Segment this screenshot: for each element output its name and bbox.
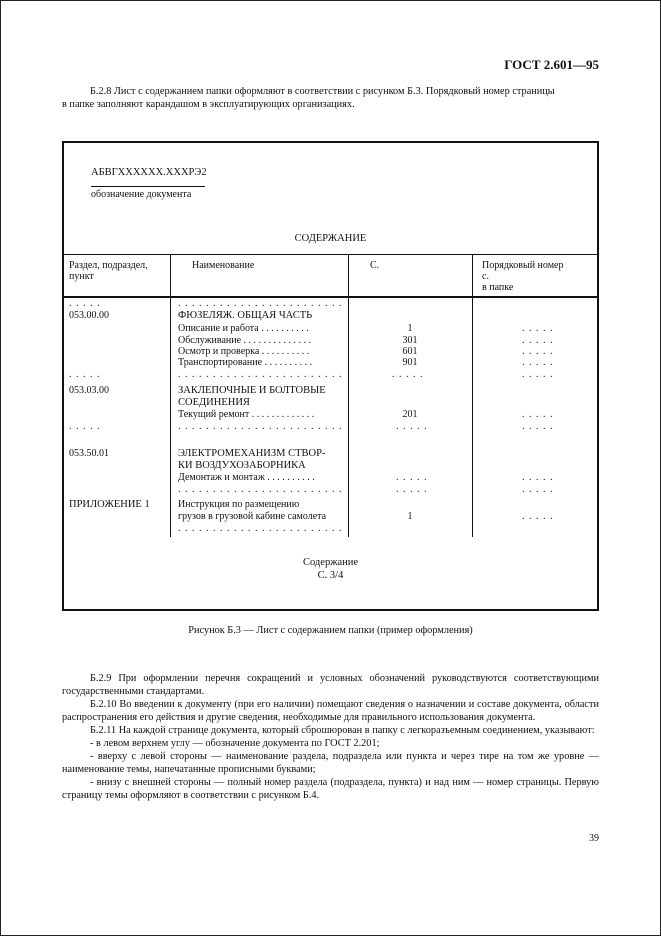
row-dots: . . . . . . . . . . . . . . . . . . . . . . . .: [178, 523, 343, 534]
doc-code-underline: [91, 186, 205, 187]
item-page: 901: [402, 357, 418, 368]
intro-paragraph: [62, 85, 599, 111]
list-item: - внизу с внешней стороны — полный номер раздела (подраздела, пункта) и над ним — номер страницы. Первую страницу темы оформляют в соответствии с рисунком Б.4.: [62, 777, 599, 801]
item-label: Осмотр и проверка . . . . . . . . . .: [178, 346, 310, 357]
item-page: 201: [402, 409, 418, 420]
row-dots: . . . . .: [69, 369, 101, 380]
row-dots: . . . . . . . . . . . . . . . . . . . . . . . .: [178, 369, 343, 380]
section-code: 053.00.00: [69, 310, 109, 321]
col-header-order-2: с.: [482, 271, 489, 282]
page-number: 39: [589, 833, 599, 844]
list-item: - в левом верхнем углу — обозначение документа по ГОСТ 2.201;: [90, 738, 380, 749]
col-header-page: С.: [370, 260, 380, 271]
page-dots: . . . . .: [396, 484, 428, 495]
item-label: грузов в грузовой кабине самолета: [178, 511, 327, 522]
figure-caption: Рисунок Б.3 — Лист с содержанием папки (пример оформления): [188, 625, 473, 636]
col-divider-1: [170, 254, 171, 537]
paragraph-b29: Б.2.9 При оформлении перечня сокращений и условных обозначений руководствуются соответствующими государственными стандартами.: [62, 673, 599, 697]
item-label: Демонтаж и монтаж . . . . . . . . . .: [178, 472, 315, 483]
row-dots: . . . . . . . . . . . . . . . . . . . . . . . .: [178, 484, 343, 495]
section-title: ЗАКЛЕПОЧНЫЕ И БОЛТОВЫЕ: [178, 385, 326, 396]
row-dots: . . . . .: [69, 298, 101, 309]
standard-header: ГОСТ 2.601—95: [504, 57, 599, 72]
row-dots: . . . . . . . . . . . . . . . . . . . . . . . .: [178, 421, 343, 432]
item-label: Инструкция по размещению: [178, 499, 300, 510]
intro-line-1: Б.2.8 Лист с содержанием папки оформляют в соответствии с рисунком Б.3. Порядковый номер страницы: [90, 86, 555, 97]
intro-line-2: в папке заполняют карандашом в эксплуатирующих организациях.: [62, 99, 355, 110]
item-page: 301: [402, 335, 418, 346]
section-title: ЭЛЕКТРОМЕХАНИЗМ СТВОР-: [178, 448, 326, 459]
col-header-section: Раздел, подраздел,: [69, 260, 148, 271]
order-dots: . . . . .: [522, 369, 554, 380]
section-code: 053.50.01: [69, 448, 109, 459]
item-page: 601: [402, 346, 418, 357]
figure-footer-page: С. 3/4: [317, 570, 344, 581]
contents-title: СОДЕРЖАНИЕ: [294, 233, 367, 244]
order-dots: . . . . .: [522, 472, 554, 483]
col-divider-2: [348, 254, 349, 537]
section-title: КИ ВОЗДУХОЗАБОРНИКА: [178, 460, 306, 471]
col-header-section-2: пункт: [69, 271, 94, 282]
order-dots: . . . . .: [522, 335, 554, 346]
figure-footer-title: Содержание: [302, 557, 359, 568]
item-label: Обслуживание . . . . . . . . . . . . . .: [178, 335, 312, 346]
order-dots: . . . . .: [522, 421, 554, 432]
list-item: - вверху с левой стороны — наименование раздела, подраздела или пункта и через тире на том же уровне — наименование темы, напечатанные прописными буквами;: [62, 751, 599, 775]
col-header-order-3: в папке: [482, 282, 514, 293]
doc-code: АБВГXXXXXX.XXXРЭ2: [91, 167, 207, 178]
section-code: 053.03.00: [69, 385, 109, 396]
body-text: [62, 672, 599, 802]
row-dots: . . . . .: [69, 421, 101, 432]
col-divider-3: [472, 254, 473, 537]
row-dots: . . . . . . . . . . . . . . . . . . . . . . . .: [178, 298, 343, 309]
order-dots: . . . . .: [522, 484, 554, 495]
item-page: 1: [407, 323, 413, 334]
page-dots: . . . . .: [392, 369, 424, 380]
section-title: ФЮЗЕЛЯЖ. ОБЩАЯ ЧАСТЬ: [178, 310, 313, 321]
section-title: СОЕДИНЕНИЯ: [178, 397, 250, 408]
table-top-rule: [64, 254, 597, 255]
order-dots: . . . . .: [522, 409, 554, 420]
item-page: 1: [407, 511, 413, 522]
paragraph-b211: Б.2.11 На каждой странице документа, который сброшюрован в папку с легкоразъемным соединением, указывают:: [90, 725, 595, 736]
order-dots: . . . . .: [522, 511, 554, 522]
item-label: Транспортирование . . . . . . . . . .: [178, 357, 313, 368]
item-label: Описание и работа . . . . . . . . . .: [178, 323, 309, 334]
col-header-order: Порядковый номер: [482, 260, 564, 271]
order-dots: . . . . .: [522, 346, 554, 357]
page-dots: . . . . .: [396, 472, 428, 483]
paragraph-b210: Б.2.10 Во введении к документу (при его наличии) помещают сведения о назначении и составе документа, области распространения его действия и другие сведения, необходимые для правильного использования документа.: [62, 699, 599, 723]
order-dots: . . . . .: [522, 323, 554, 334]
page-dots: . . . . .: [396, 421, 428, 432]
contents-figure-frame: [62, 141, 599, 611]
order-dots: . . . . .: [522, 357, 554, 368]
appendix-code: ПРИЛОЖЕНИЕ 1: [69, 499, 150, 510]
item-label: Текущий ремонт . . . . . . . . . . . . .: [178, 409, 315, 420]
doc-code-label: обозначение документа: [91, 189, 192, 200]
col-header-name: Наименование: [192, 260, 255, 271]
